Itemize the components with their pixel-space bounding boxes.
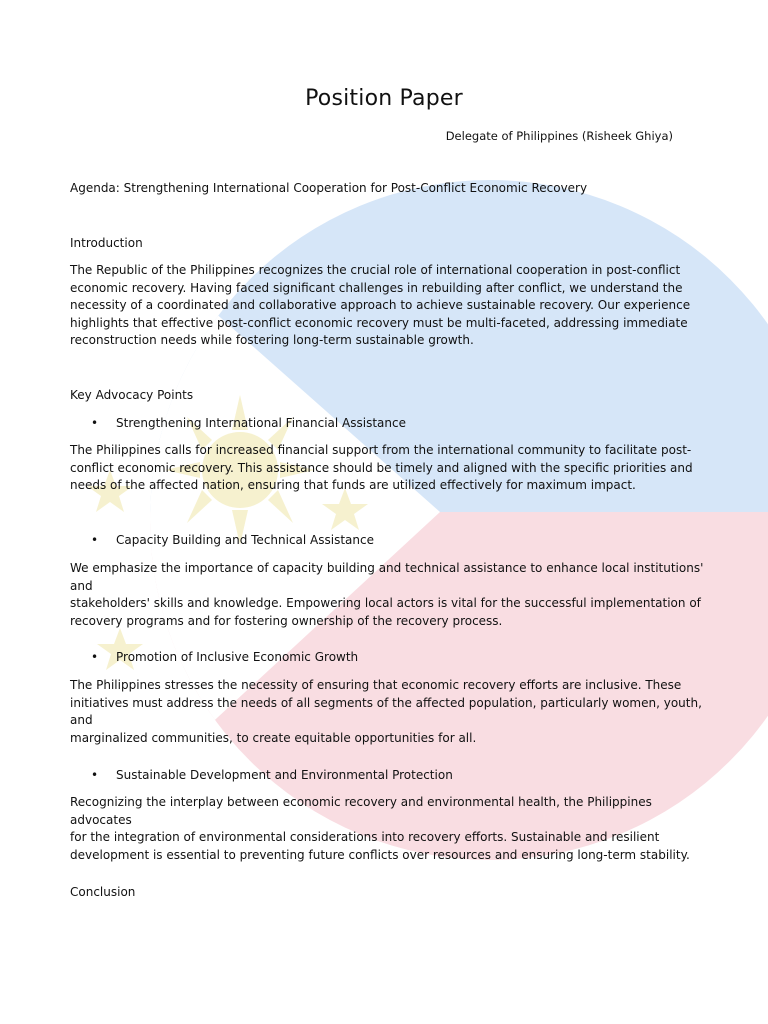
conclusion-heading: Conclusion — [70, 885, 136, 899]
paragraph-line: Recognizing the interplay between economic recovery and environmental health, the Philippines advocates — [70, 795, 652, 827]
point-title: Capacity Building and Technical Assistance — [116, 533, 374, 547]
paragraph-line: The Republic of the Philippines recognizes the crucial role of international cooperation in post-conflict — [70, 263, 681, 277]
point-title: Promotion of Inclusive Economic Growth — [116, 650, 359, 664]
paragraph-line: The Philippines calls for increased financial support from the international community to facilitate post- — [70, 443, 692, 457]
paragraph-line: needs of the affected nation, ensuring that funds are utilized effectively for maximum impact. — [70, 478, 636, 493]
paragraph-line: recovery programs and for fostering ownership of the recovery process. — [70, 613, 503, 628]
bullet-icon: • — [91, 650, 99, 664]
point-title: Strengthening International Financial Assistance — [116, 416, 406, 430]
point-title: Sustainable Development and Environmental Protection — [116, 768, 453, 782]
bullet-icon: • — [91, 416, 99, 430]
introduction-paragraph — [70, 262, 710, 350]
paragraph-line: initiatives must address the needs of all segments of the affected population, particularly women, youth, and — [70, 695, 702, 728]
point-paragraph — [70, 794, 710, 864]
agenda-line: Agenda: Strengthening International Cooperation for Post-Conflict Economic Recovery — [70, 181, 588, 195]
paragraph-line: marginalized communities, to create equitable opportunities for all. — [70, 730, 477, 745]
paragraph-line: highlights that effective post-conflict economic recovery must be multi-faceted, addressing immediate — [70, 315, 688, 330]
paragraph-line: We emphasize the importance of capacity building and technical assistance to enhance local institutions' and — [70, 561, 704, 593]
bullet-icon: • — [91, 533, 99, 547]
point-paragraph — [70, 442, 710, 495]
point-paragraph — [70, 677, 710, 747]
bullet-icon: • — [91, 768, 99, 782]
paragraph-line: stakeholders' skills and knowledge. Empowering local actors is vital for the successful implementation of — [70, 596, 701, 611]
key-points-heading: Key Advocacy Points — [70, 388, 194, 402]
introduction-heading: Introduction — [70, 236, 143, 250]
delegate-line: Delegate of Philippines (Risheek Ghiya) — [445, 129, 673, 143]
paragraph-line: necessity of a coordinated and collaborative approach to achieve sustainable recovery. Our experience — [70, 298, 691, 313]
paragraph-line: economic recovery. Having faced significant challenges in rebuilding after conflict, we understand the — [70, 280, 683, 295]
paragraph-line: development is essential to preventing future conflicts over resources and ensuring long-term stability. — [70, 847, 690, 862]
page-title: Position Paper — [305, 86, 463, 111]
paragraph-line: conflict economic recovery. This assistance should be timely and aligned with the specific priorities and — [70, 460, 693, 475]
point-paragraph — [70, 560, 710, 630]
paragraph-line: for the integration of environmental considerations into recovery efforts. Sustainable and resilient — [70, 830, 660, 845]
paragraph-line: The Philippines stresses the necessity of ensuring that economic recovery efforts are inclusive. These — [70, 678, 682, 692]
paragraph-line: reconstruction needs while fostering long-term sustainable growth. — [70, 333, 474, 348]
